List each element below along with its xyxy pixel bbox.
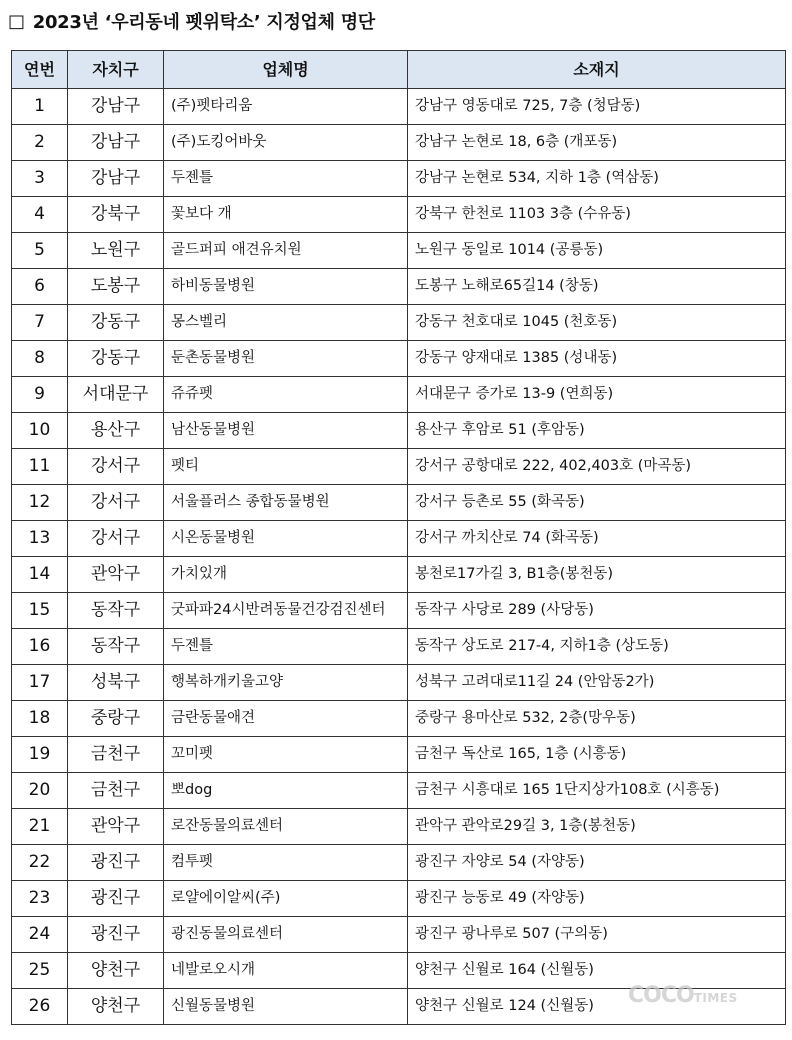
row-number: 17 xyxy=(12,665,68,701)
row-address: 광진구 광나루로 507 (구의동) xyxy=(408,917,786,953)
row-district: 금천구 xyxy=(68,773,164,809)
row-number: 20 xyxy=(12,773,68,809)
watermark-sub: TIMES xyxy=(693,991,738,1005)
row-address: 광진구 능동로 49 (자양동) xyxy=(408,881,786,917)
table-row xyxy=(12,269,786,305)
row-number: 8 xyxy=(12,341,68,377)
row-company: 꽃보다 개 xyxy=(164,197,408,233)
row-district: 관악구 xyxy=(68,557,164,593)
row-address: 서대문구 증가로 13-9 (연희동) xyxy=(408,377,786,413)
table-row xyxy=(12,161,786,197)
row-number: 9 xyxy=(12,377,68,413)
row-company: 골드퍼피 애견유치원 xyxy=(164,233,408,269)
table-row xyxy=(12,377,786,413)
table-row xyxy=(12,485,786,521)
row-number: 25 xyxy=(12,953,68,989)
table-row xyxy=(12,305,786,341)
table-row xyxy=(12,737,786,773)
header-address: 소재지 xyxy=(408,51,786,89)
row-number: 14 xyxy=(12,557,68,593)
row-district: 강서구 xyxy=(68,485,164,521)
row-company: 꼬미펫 xyxy=(164,737,408,773)
table-row xyxy=(12,233,786,269)
row-number: 21 xyxy=(12,809,68,845)
row-number: 11 xyxy=(12,449,68,485)
row-company: 펫티 xyxy=(164,449,408,485)
row-number: 6 xyxy=(12,269,68,305)
row-district: 강남구 xyxy=(68,161,164,197)
row-number: 18 xyxy=(12,701,68,737)
row-company: 남산동물병원 xyxy=(164,413,408,449)
table-row xyxy=(12,881,786,917)
page-title xyxy=(8,6,375,36)
row-address: 용산구 후암로 51 (후암동) xyxy=(408,413,786,449)
row-company: 금란동물애견 xyxy=(164,701,408,737)
row-number: 13 xyxy=(12,521,68,557)
row-address: 성북구 고려대로11길 24 (안암동2가) xyxy=(408,665,786,701)
row-company: 두젠틀 xyxy=(164,629,408,665)
row-district: 도봉구 xyxy=(68,269,164,305)
row-company: (주)도킹어바웃 xyxy=(164,125,408,161)
table-row xyxy=(12,845,786,881)
header-number: 연번 xyxy=(12,51,68,89)
row-address: 봉천로17가길 3, B1층(봉천동) xyxy=(408,557,786,593)
row-company: 뽀dog xyxy=(164,773,408,809)
table-row xyxy=(12,413,786,449)
header-company: 업체명 xyxy=(164,51,408,89)
table-row xyxy=(12,341,786,377)
table-row xyxy=(12,521,786,557)
row-number: 26 xyxy=(12,989,68,1025)
row-company: 신월동물병원 xyxy=(164,989,408,1025)
row-district: 동작구 xyxy=(68,593,164,629)
row-company: 광진동물의료센터 xyxy=(164,917,408,953)
table-row xyxy=(12,917,786,953)
row-address: 강동구 양재대로 1385 (성내동) xyxy=(408,341,786,377)
row-district: 서대문구 xyxy=(68,377,164,413)
row-address: 동작구 상도로 217-4, 지하1층 (상도동) xyxy=(408,629,786,665)
row-district: 강북구 xyxy=(68,197,164,233)
row-address: 광진구 자양로 54 (자양동) xyxy=(408,845,786,881)
row-address: 강서구 등촌로 55 (화곡동) xyxy=(408,485,786,521)
row-district: 용산구 xyxy=(68,413,164,449)
row-number: 3 xyxy=(12,161,68,197)
row-district: 노원구 xyxy=(68,233,164,269)
row-address: 금천구 독산로 165, 1층 (시흥동) xyxy=(408,737,786,773)
row-district: 동작구 xyxy=(68,629,164,665)
row-district: 강서구 xyxy=(68,449,164,485)
row-company: 쥬쥬펫 xyxy=(164,377,408,413)
table-row xyxy=(12,125,786,161)
row-company: (주)펫타리움 xyxy=(164,89,408,125)
row-district: 광진구 xyxy=(68,845,164,881)
row-number: 4 xyxy=(12,197,68,233)
row-company: 네발로오시개 xyxy=(164,953,408,989)
table-row xyxy=(12,197,786,233)
title-text: 2023년 ‘우리동네 펫위탁소’ 지정업체 명단 xyxy=(32,12,375,33)
row-address: 강남구 영동대로 725, 7층 (청담동) xyxy=(408,89,786,125)
row-address: 강남구 논현로 18, 6층 (개포동) xyxy=(408,125,786,161)
table-row xyxy=(12,701,786,737)
table-row xyxy=(12,629,786,665)
row-address: 금천구 시흥대로 165 1단지상가108호 (시흥동) xyxy=(408,773,786,809)
row-address: 강남구 논현로 534, 지하 1층 (역삼동) xyxy=(408,161,786,197)
row-address: 도봉구 노해로65길14 (창동) xyxy=(408,269,786,305)
row-address: 양천구 신월로 124 (신월동) xyxy=(408,989,786,1025)
row-district: 관악구 xyxy=(68,809,164,845)
table-header-row xyxy=(12,51,786,89)
row-number: 16 xyxy=(12,629,68,665)
table-row xyxy=(12,809,786,845)
row-address: 양천구 신월로 164 (신월동) xyxy=(408,953,786,989)
table-row xyxy=(12,665,786,701)
row-number: 24 xyxy=(12,917,68,953)
row-address: 강서구 까치산로 74 (화곡동) xyxy=(408,521,786,557)
row-number: 19 xyxy=(12,737,68,773)
row-number: 2 xyxy=(12,125,68,161)
watermark-main: COCO xyxy=(628,983,694,1008)
row-company: 두젠틀 xyxy=(164,161,408,197)
row-address: 강서구 공항대로 222, 402,403호 (마곡동) xyxy=(408,449,786,485)
row-company: 행복하개키울고양 xyxy=(164,665,408,701)
row-district: 강남구 xyxy=(68,89,164,125)
vendor-table xyxy=(11,50,786,1025)
row-company: 굿파파24시반려동물건강검진센터 xyxy=(164,593,408,629)
row-number: 10 xyxy=(12,413,68,449)
header-district: 자치구 xyxy=(68,51,164,89)
row-district: 강남구 xyxy=(68,125,164,161)
row-company: 로잔동물의료센터 xyxy=(164,809,408,845)
row-district: 금천구 xyxy=(68,737,164,773)
row-address: 강북구 한천로 1103 3층 (수유동) xyxy=(408,197,786,233)
row-number: 23 xyxy=(12,881,68,917)
table-row xyxy=(12,89,786,125)
row-district: 강서구 xyxy=(68,521,164,557)
row-address: 강동구 천호대로 1045 (천호동) xyxy=(408,305,786,341)
watermark-logo xyxy=(628,983,738,1008)
row-address: 노원구 동일로 1014 (공릉동) xyxy=(408,233,786,269)
row-number: 22 xyxy=(12,845,68,881)
row-address: 동작구 사당로 289 (사당동) xyxy=(408,593,786,629)
row-district: 중랑구 xyxy=(68,701,164,737)
row-company: 서울플러스 종합동물병원 xyxy=(164,485,408,521)
row-number: 12 xyxy=(12,485,68,521)
row-district: 강동구 xyxy=(68,341,164,377)
row-company: 몽스벨리 xyxy=(164,305,408,341)
row-number: 5 xyxy=(12,233,68,269)
row-number: 15 xyxy=(12,593,68,629)
table-row xyxy=(12,593,786,629)
row-district: 성북구 xyxy=(68,665,164,701)
row-number: 1 xyxy=(12,89,68,125)
row-district: 강동구 xyxy=(68,305,164,341)
row-district: 광진구 xyxy=(68,917,164,953)
row-district: 양천구 xyxy=(68,989,164,1025)
table-row xyxy=(12,773,786,809)
row-company: 시온동물병원 xyxy=(164,521,408,557)
row-company: 가치있개 xyxy=(164,557,408,593)
row-company: 로얄에이알씨(주) xyxy=(164,881,408,917)
row-district: 양천구 xyxy=(68,953,164,989)
row-company: 컴투펫 xyxy=(164,845,408,881)
table-row xyxy=(12,449,786,485)
row-number: 7 xyxy=(12,305,68,341)
row-company: 하비동물병원 xyxy=(164,269,408,305)
table-row xyxy=(12,557,786,593)
row-company: 둔촌동물병원 xyxy=(164,341,408,377)
row-district: 광진구 xyxy=(68,881,164,917)
checkbox-square-icon: □ xyxy=(8,10,25,32)
row-address: 중랑구 용마산로 532, 2층(망우동) xyxy=(408,701,786,737)
row-address: 관악구 관악로29길 3, 1층(봉천동) xyxy=(408,809,786,845)
